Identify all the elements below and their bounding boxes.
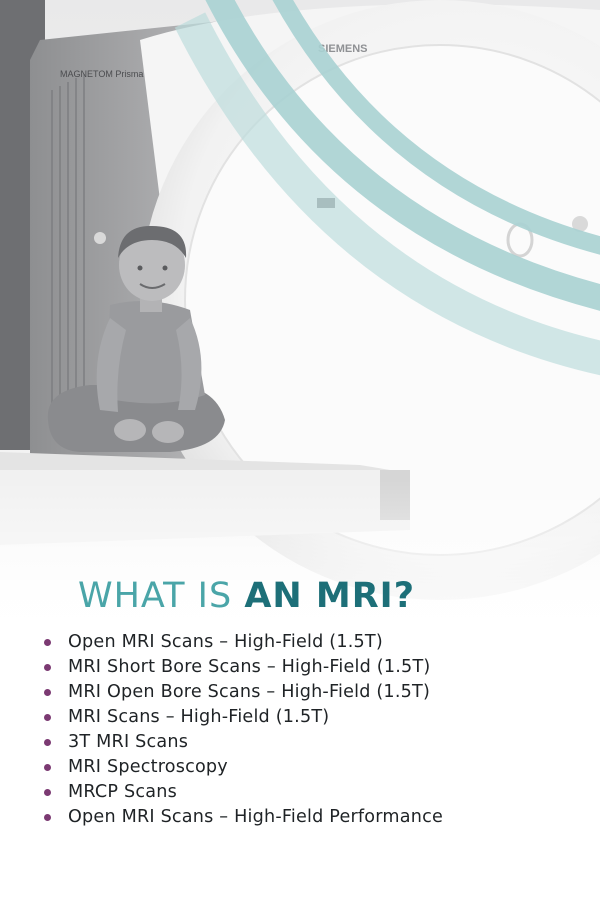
list-item bbox=[40, 680, 580, 705]
scanner-brand-label: SIEMENS bbox=[318, 43, 368, 55]
page-title bbox=[78, 572, 415, 620]
list-item bbox=[40, 655, 580, 680]
list-item bbox=[40, 805, 580, 830]
bullet-dot-icon bbox=[44, 689, 51, 696]
list-item bbox=[40, 630, 580, 655]
list-item-label: MRCP Scans bbox=[68, 782, 177, 802]
svg-text:MAGNETOM Prisma: MAGNETOM Prisma bbox=[60, 69, 144, 79]
list-item bbox=[40, 780, 580, 805]
list-item bbox=[40, 705, 580, 730]
mri-services-list bbox=[40, 630, 580, 830]
list-item-label: MRI Open Bore Scans – High-Field (1.5T) bbox=[68, 682, 431, 702]
bullet-dot-icon bbox=[44, 639, 51, 646]
list-item-label: MRI Spectroscopy bbox=[68, 757, 228, 777]
list-item-label: 3T MRI Scans bbox=[68, 732, 189, 752]
list-item-label: MRI Scans – High-Field (1.5T) bbox=[68, 707, 330, 727]
bullet-dot-icon bbox=[44, 814, 51, 821]
list-item-label: MRI Short Bore Scans – High-Field (1.5T) bbox=[68, 657, 431, 677]
title-light-part: WHAT IS bbox=[78, 576, 245, 616]
list-item bbox=[40, 730, 580, 755]
bullet-dot-icon bbox=[44, 714, 51, 721]
scanner-button bbox=[94, 232, 106, 244]
list-item bbox=[40, 755, 580, 780]
scanner-model-label bbox=[60, 69, 143, 79]
title-bold-part: AN MRI? bbox=[244, 576, 415, 616]
bullet-dot-icon bbox=[44, 664, 51, 671]
list-item-label: Open MRI Scans – High-Field (1.5T) bbox=[68, 632, 383, 652]
bullet-dot-icon bbox=[44, 789, 51, 796]
list-item-label: Open MRI Scans – High-Field Performance bbox=[68, 807, 443, 827]
bullet-dot-icon bbox=[44, 739, 51, 746]
bullet-dot-icon bbox=[44, 764, 51, 771]
